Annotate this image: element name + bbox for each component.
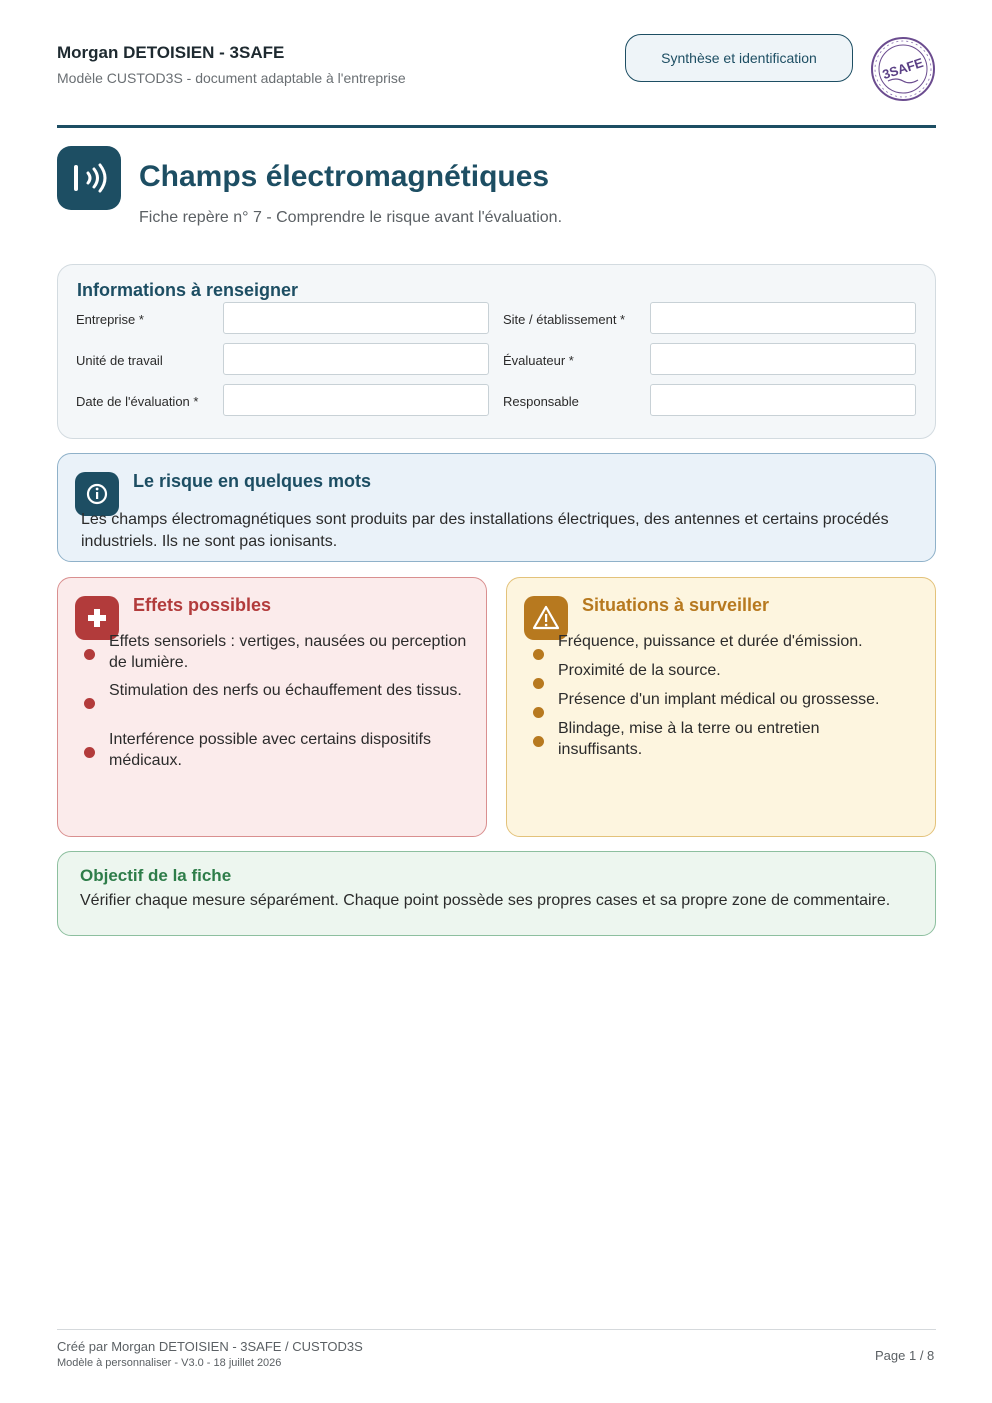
info-form-title: Informations à renseigner: [77, 280, 299, 300]
objective-title: Objectif de la fiche: [80, 866, 232, 885]
objective-box: [57, 851, 936, 936]
header-model-line: Modèle CUSTOD3S - document adaptable à l'entreprise: [57, 70, 406, 86]
effects-item: Stimulation des nerfs ou échauffement des tissus.: [109, 682, 462, 699]
header-divider: [57, 125, 936, 128]
effects-title: Effets possibles: [133, 595, 272, 615]
footer-divider: [57, 1329, 936, 1330]
bullet-dot: [533, 736, 544, 747]
risk-text: Les champs électromagnétiques sont produits par des installations électriques, des antennes et certains procédés industriels. Ils ne sont pas ionisants.: [81, 511, 889, 550]
unite-travail-label: Unité de travail: [76, 353, 163, 368]
site-field[interactable]: [650, 302, 916, 334]
situations-item: Fréquence, puissance et durée d'émission.: [558, 633, 863, 650]
radio-wave-icon: [57, 146, 121, 210]
header-author: Morgan DETOISIEN - 3SAFE: [57, 43, 285, 62]
3safe-stamp-logo: [870, 36, 936, 102]
bullet-dot: [533, 707, 544, 718]
site-label: Site / établissement *: [503, 312, 626, 327]
effects-item: Effets sensoriels : vertiges, nausées ou perception de lumière.: [109, 633, 467, 671]
footer-created-by: Créé par Morgan DETOISIEN - 3SAFE / CUSTOD3S: [57, 1339, 363, 1354]
situations-box: [506, 577, 936, 837]
page-title: Champs électromagnétiques: [139, 160, 550, 193]
bullet-dot: [533, 678, 544, 689]
situations-title: Situations à surveiller: [582, 595, 770, 615]
situations-item: Présence d'un implant médical ou grossesse.: [558, 691, 880, 708]
evaluateur-field[interactable]: [650, 343, 916, 375]
effects-box: [57, 577, 487, 837]
svg-text:3SAFE: 3SAFE: [880, 54, 926, 83]
bullet-dot: [84, 698, 95, 709]
risk-title: Le risque en quelques mots: [133, 471, 372, 491]
bullet-dot: [84, 747, 95, 758]
effects-item: Interférence possible avec certains dispositifs médicaux.: [109, 731, 431, 769]
date-evaluation-label: Date de l'évaluation *: [76, 394, 199, 409]
situations-item: Blindage, mise à la terre ou entretien insuffisants.: [558, 720, 820, 758]
situations-item: Proximité de la source.: [558, 662, 721, 679]
entreprise-label: Entreprise *: [76, 312, 144, 327]
page-subtitle: Fiche repère n° 7 - Comprendre le risque avant l'évaluation.: [139, 209, 563, 226]
bullet-dot: [84, 649, 95, 660]
responsable-label: Responsable: [503, 394, 579, 409]
entreprise-field[interactable]: [223, 302, 489, 334]
unite-travail-field[interactable]: [223, 343, 489, 375]
info-form-panel: [57, 264, 936, 439]
date-evaluation-field[interactable]: [223, 384, 489, 416]
section-pill-button[interactable]: Synthèse et identification: [625, 34, 853, 82]
risk-summary-box: [57, 453, 936, 562]
bullet-dot: [533, 649, 544, 660]
objective-text: Vérifier chaque mesure séparément. Chaque point possède ses propres cases et sa propre zone de commentaire.: [80, 892, 891, 909]
responsable-field[interactable]: [650, 384, 916, 416]
evaluateur-label: Évaluateur *: [503, 353, 574, 368]
page-number: Page 1 / 8: [875, 1348, 935, 1363]
footer-version: Modèle à personnaliser - V3.0 - 18 juillet 2026: [57, 1357, 282, 1369]
